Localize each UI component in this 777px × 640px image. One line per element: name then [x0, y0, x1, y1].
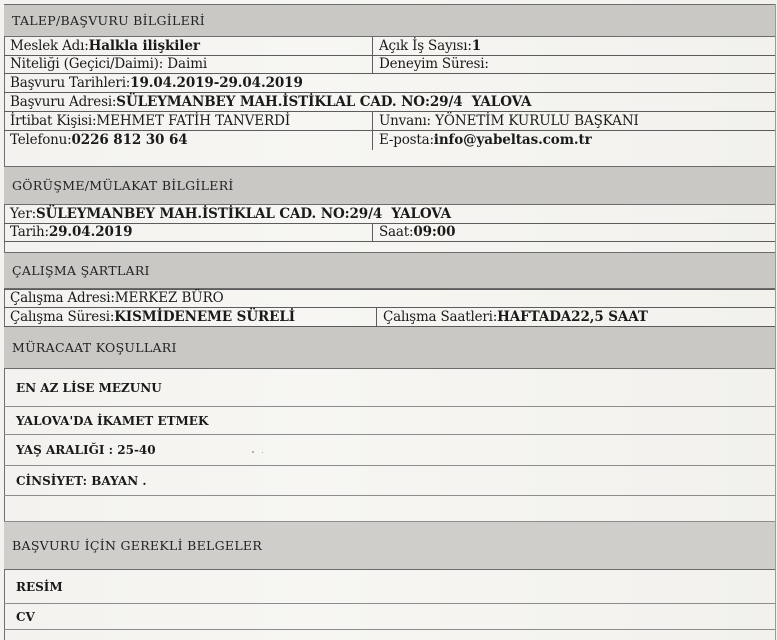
eposta-value: info@yabeltas.com.tr: [433, 132, 592, 148]
irtibat-label: İrtibat Kişisi:: [10, 112, 97, 129]
calisma-adres-cell: [4, 290, 775, 307]
muracaat-item-text: CİNSİYET: BAYAN .: [16, 473, 147, 488]
niteligi-value: Daimi: [163, 56, 208, 72]
calisma-adres-value: MERKEZ BÜRO: [114, 290, 224, 306]
eposta-label: E-posta:: [379, 132, 434, 148]
row-calisma-adres: [4, 289, 775, 308]
tarih-label: Tarih:: [10, 224, 49, 240]
telefon-cell: [4, 131, 372, 150]
section-title: ÇALIŞMA ŞARTLARI: [12, 263, 150, 278]
muracaat-item-empty: [4, 496, 775, 522]
meslek-cell: [4, 37, 372, 55]
belge-item-text: CV: [16, 609, 35, 624]
basvuru-tarih-label: Başvuru Tarihleri:: [10, 74, 131, 91]
row-irtibat: [4, 112, 775, 131]
telefon-label: Telefonu:: [10, 132, 72, 148]
belge-item: [4, 604, 775, 630]
saat-cell: [372, 224, 775, 242]
meslek-label: Meslek Adı:: [10, 37, 89, 54]
row-basvuru-adres: [4, 93, 775, 112]
row-telefon: [4, 131, 775, 167]
row-meslek: [4, 37, 775, 56]
basvuru-adres-cell: [4, 93, 775, 111]
adres-label: Başvuru Adresi:: [10, 93, 117, 110]
row-niteligi: [4, 56, 775, 74]
section-title: BAŞVURU İÇİN GEREKLİ BELGELER: [12, 538, 263, 553]
calisma-sure-cell: [4, 308, 376, 326]
section-title: TALEP/BAŞVURU BİLGİLERİ: [12, 13, 206, 28]
calisma-sure-value: KISMİDENEME SÜRELİ: [114, 308, 295, 325]
row-yer: [4, 205, 775, 224]
muracaat-item: [4, 369, 775, 407]
basvuru-tarih-cell: [4, 74, 775, 92]
calisma-sure-label: Çalışma Süresi:: [10, 308, 115, 325]
section-title: GÖRÜŞME/MÜLAKAT BİLGİLERİ: [12, 178, 234, 193]
muracaat-item: [4, 407, 775, 435]
tarih-cell: [4, 224, 372, 242]
row-basvuru-tarih: [4, 74, 775, 93]
yer-cell: [4, 205, 775, 223]
deneyim-cell: [372, 56, 775, 73]
saat-label: Saat:: [379, 224, 414, 240]
saat-value: 09:00: [413, 224, 456, 240]
belge-item-text: RESİM: [16, 579, 63, 594]
muracaat-item-text: YALOVA'DA İKAMET ETMEK: [16, 413, 209, 428]
calisma-saatleri-label: Çalışma Saatleri:: [383, 308, 498, 325]
unvan-value: YÖNETİM KURULU BAŞKANI: [430, 112, 639, 129]
tarih-value: 29.04.2019: [48, 224, 133, 240]
basvuru-tarih-value: 19.04.2019-29.04.2019: [130, 74, 303, 91]
muracaat-item: [4, 466, 775, 496]
scan-speck: [252, 451, 254, 453]
section-header-talep: [4, 4, 775, 37]
calisma-saatleri-cell: [376, 308, 775, 326]
muracaat-item-text: YAŞ ARALIĞI : 25-40: [16, 443, 156, 457]
row-calisma-sure: [4, 308, 775, 327]
calisma-saatleri-value: HAFTADA22,5 SAAT: [497, 308, 648, 325]
yer-value: SÜLEYMANBEY MAH.İSTİKLAL CAD. NO:29/4 YALOVA: [35, 205, 451, 222]
acik-is-value: 1: [471, 37, 481, 54]
irtibat-value: MEHMET FATİH TANVERDİ: [96, 112, 291, 129]
unvan-cell: [372, 112, 775, 130]
telefon-value: 0226 812 30 64: [71, 132, 188, 148]
niteligi-label: Niteliği (Geçici/Daimi):: [10, 56, 164, 72]
acik-is-cell: [372, 37, 775, 55]
meslek-value: Halkla ilişkiler: [88, 37, 200, 54]
section-header-calisma: [4, 253, 775, 289]
niteligi-cell: [4, 56, 372, 73]
adres-value: SÜLEYMANBEY MAH.İSTİKLAL CAD. NO:29/4 YALOVA: [116, 93, 532, 110]
section-header-muracaat: [4, 327, 775, 369]
deneyim-label: Deneyim Süresi:: [379, 56, 489, 72]
scan-speck: [262, 452, 263, 453]
calisma-adres-label: Çalışma Adresi:: [10, 290, 115, 306]
muracaat-item-text: EN AZ LİSE MEZUNU: [16, 380, 162, 395]
section-header-belgeler: [4, 522, 775, 570]
unvan-label: Unvanı:: [379, 112, 431, 129]
yer-label: Yer:: [10, 205, 36, 222]
irtibat-cell: [4, 112, 372, 130]
eposta-cell: [372, 131, 775, 150]
muracaat-item: [4, 435, 775, 466]
belge-item: [4, 570, 775, 604]
section-title: MÜRACAAT KOŞULLARI: [12, 340, 177, 355]
acik-is-label: Açık İş Sayısı:: [379, 37, 472, 54]
row-tarih: [4, 224, 775, 253]
section-header-gorusme: [4, 167, 775, 205]
